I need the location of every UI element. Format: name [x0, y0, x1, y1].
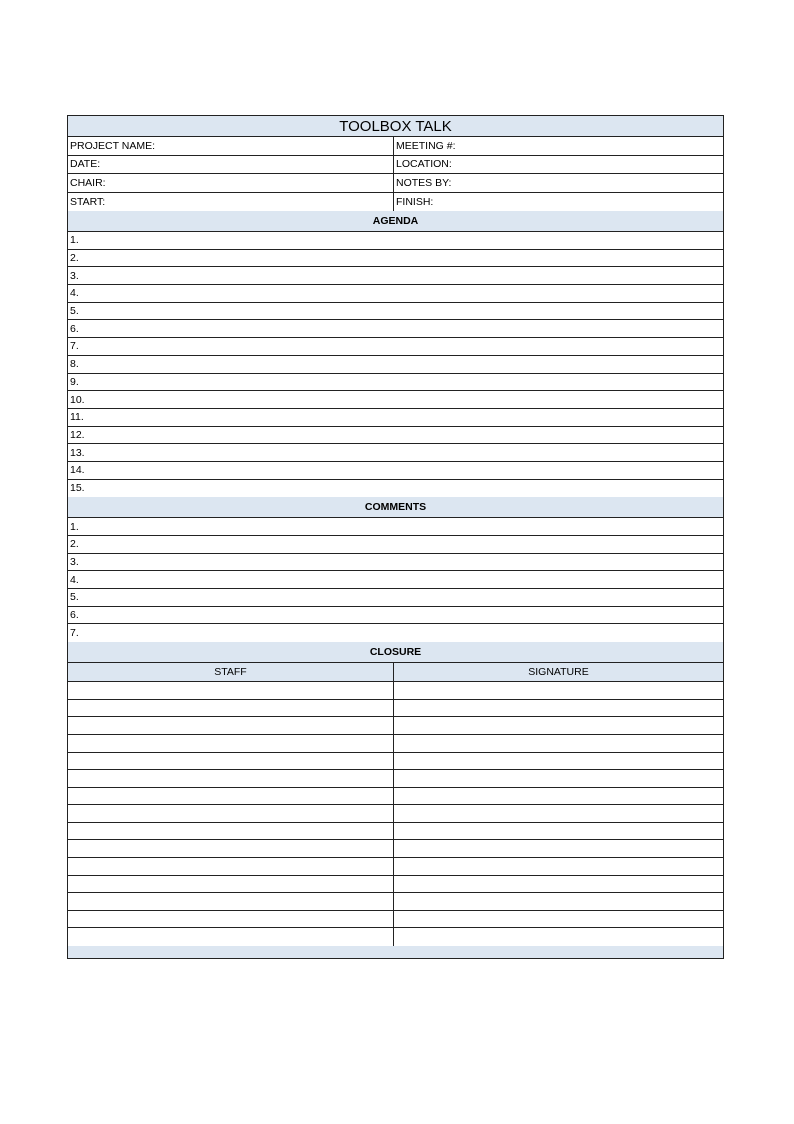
agenda-heading: AGENDA — [68, 211, 723, 232]
signature-cell[interactable] — [394, 770, 723, 787]
signature-cell[interactable] — [394, 823, 723, 840]
header-field-left[interactable]: START: — [68, 193, 394, 212]
form-title: TOOLBOX TALK — [68, 116, 723, 137]
signature-cell[interactable] — [394, 893, 723, 910]
staff-cell[interactable] — [68, 928, 394, 946]
comment-item-number: 1. — [70, 520, 79, 533]
comment-item-number: 7. — [70, 627, 79, 640]
signature-cell[interactable] — [394, 700, 723, 717]
staff-cell[interactable] — [68, 876, 394, 893]
agenda-list — [68, 232, 723, 497]
agenda-item[interactable] — [68, 356, 723, 374]
closure-row — [68, 700, 723, 718]
closure-row — [68, 788, 723, 806]
closure-column-headers — [68, 663, 723, 682]
signature-cell[interactable] — [394, 717, 723, 734]
staff-cell[interactable] — [68, 700, 394, 717]
agenda-item-number: 4. — [70, 287, 79, 300]
comment-item-number: 4. — [70, 573, 79, 586]
staff-cell[interactable] — [68, 805, 394, 822]
staff-cell[interactable] — [68, 893, 394, 910]
agenda-item-number: 6. — [70, 322, 79, 335]
agenda-item[interactable] — [68, 444, 723, 462]
comment-item-number: 5. — [70, 591, 79, 604]
header-field-row — [68, 174, 723, 193]
comment-item[interactable] — [68, 554, 723, 572]
staff-cell[interactable] — [68, 911, 394, 928]
signature-cell[interactable] — [394, 858, 723, 875]
agenda-item[interactable] — [68, 462, 723, 480]
closure-row — [68, 876, 723, 894]
toolbox-talk-form — [67, 115, 724, 959]
agenda-item[interactable] — [68, 480, 723, 498]
closure-row — [68, 735, 723, 753]
agenda-item[interactable] — [68, 320, 723, 338]
agenda-item-number: 15. — [70, 482, 85, 495]
agenda-item-number: 12. — [70, 428, 85, 441]
closure-row — [68, 805, 723, 823]
staff-column-header: STAFF — [68, 663, 394, 681]
closure-row — [68, 928, 723, 946]
closure-row — [68, 893, 723, 911]
comments-heading: COMMENTS — [68, 497, 723, 518]
header-field-row — [68, 137, 723, 156]
staff-cell[interactable] — [68, 735, 394, 752]
signature-cell[interactable] — [394, 788, 723, 805]
header-fields — [68, 137, 723, 211]
staff-cell[interactable] — [68, 823, 394, 840]
signature-cell[interactable] — [394, 876, 723, 893]
closure-row — [68, 753, 723, 771]
agenda-item[interactable] — [68, 267, 723, 285]
comment-item[interactable] — [68, 536, 723, 554]
comment-item[interactable] — [68, 624, 723, 642]
agenda-item[interactable] — [68, 409, 723, 427]
agenda-item-number: 2. — [70, 252, 79, 265]
staff-cell[interactable] — [68, 858, 394, 875]
header-field-right[interactable]: MEETING #: — [396, 139, 456, 152]
comment-item-number: 2. — [70, 538, 79, 551]
closure-row — [68, 682, 723, 700]
closure-row — [68, 823, 723, 841]
closure-row — [68, 858, 723, 876]
header-field-left[interactable]: DATE: — [68, 156, 394, 174]
agenda-item[interactable] — [68, 374, 723, 392]
header-field-left[interactable]: PROJECT NAME: — [68, 137, 394, 155]
signature-cell[interactable] — [394, 682, 723, 699]
agenda-item[interactable] — [68, 285, 723, 303]
agenda-item[interactable] — [68, 250, 723, 268]
agenda-item-number: 5. — [70, 305, 79, 318]
staff-cell[interactable] — [68, 717, 394, 734]
agenda-item-number: 8. — [70, 358, 79, 371]
comment-item[interactable] — [68, 518, 723, 536]
closure-row — [68, 770, 723, 788]
signature-cell[interactable] — [394, 805, 723, 822]
closure-row — [68, 911, 723, 929]
agenda-item-number: 1. — [70, 234, 79, 247]
comment-item[interactable] — [68, 571, 723, 589]
staff-cell[interactable] — [68, 682, 394, 699]
agenda-item-number: 3. — [70, 269, 79, 282]
staff-cell[interactable] — [68, 840, 394, 857]
header-field-right[interactable]: FINISH: — [396, 195, 434, 208]
signature-cell[interactable] — [394, 735, 723, 752]
agenda-item[interactable] — [68, 303, 723, 321]
closure-row — [68, 717, 723, 735]
comments-list — [68, 518, 723, 642]
agenda-item-number: 14. — [70, 464, 85, 477]
header-field-right[interactable]: NOTES BY: — [396, 176, 452, 189]
comment-item-number: 6. — [70, 609, 79, 622]
comment-item-number: 3. — [70, 556, 79, 569]
comment-item[interactable] — [68, 589, 723, 607]
staff-cell[interactable] — [68, 770, 394, 787]
agenda-item[interactable] — [68, 391, 723, 409]
closure-heading: CLOSURE — [68, 642, 723, 663]
header-field-left[interactable]: CHAIR: — [68, 174, 394, 192]
signature-cell[interactable] — [394, 753, 723, 770]
signature-column-header: SIGNATURE — [528, 666, 589, 679]
agenda-item-number: 7. — [70, 340, 79, 353]
signature-cell[interactable] — [394, 840, 723, 857]
header-field-right[interactable]: LOCATION: — [396, 158, 452, 171]
agenda-item-number: 9. — [70, 375, 79, 388]
signature-cell[interactable] — [394, 928, 723, 946]
agenda-item[interactable] — [68, 232, 723, 250]
form-footer-bar — [68, 946, 723, 958]
staff-cell[interactable] — [68, 788, 394, 805]
signature-cell[interactable] — [394, 911, 723, 928]
agenda-item-number: 10. — [70, 393, 85, 406]
agenda-item[interactable] — [68, 338, 723, 356]
staff-cell[interactable] — [68, 753, 394, 770]
header-field-row — [68, 156, 723, 175]
agenda-item-number: 11. — [70, 411, 84, 424]
header-field-row — [68, 193, 723, 212]
closure-rows — [68, 682, 723, 946]
agenda-item[interactable] — [68, 427, 723, 445]
closure-row — [68, 840, 723, 858]
agenda-item-number: 13. — [70, 446, 85, 459]
comment-item[interactable] — [68, 607, 723, 625]
